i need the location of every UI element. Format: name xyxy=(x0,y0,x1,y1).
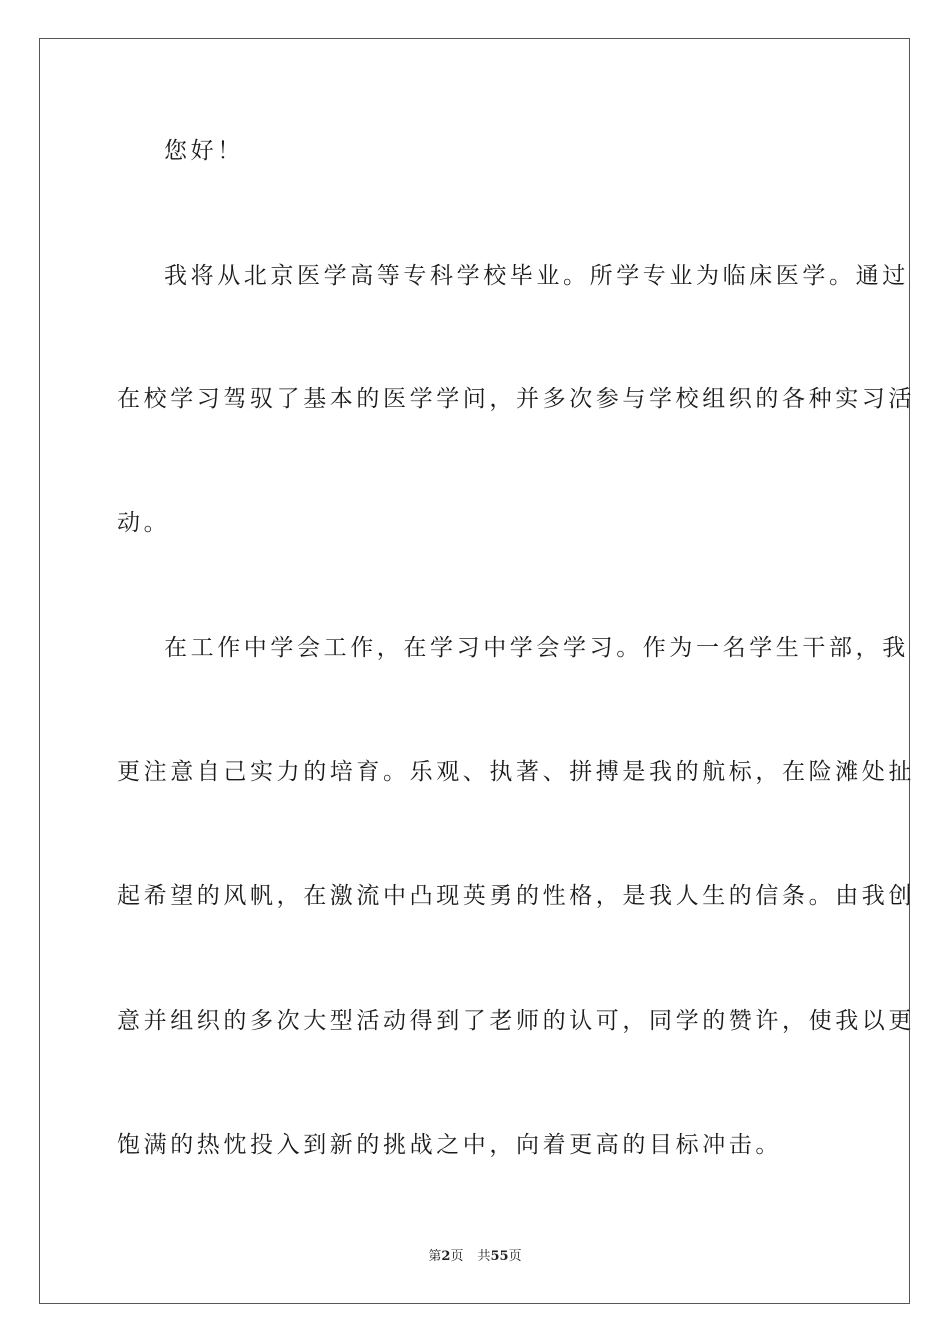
total-pages: 55 xyxy=(490,1249,509,1264)
total-prefix: 共 xyxy=(477,1249,491,1264)
paragraph-line: 意并组织的多次大型活动得到了老师的认可，同学的赞许，使我以更 xyxy=(117,1008,915,1034)
paragraph-line: 我将从北京医学高等专科学校毕业。所学专业为临床医学。通过 xyxy=(164,263,909,289)
page-suffix: 页 xyxy=(450,1249,464,1264)
paragraph-line: 饱满的热忱投入到新的挑战之中，向着更高的目标冲击。 xyxy=(117,1132,782,1158)
paragraph-line: 更注意自己实力的培育。乐观、执著、拼搏是我的航标，在险滩处扯 xyxy=(117,759,915,785)
page-footer xyxy=(0,1248,950,1266)
paragraph-line: 起希望的风帆，在激流中凸现英勇的性格，是我人生的信条。由我创 xyxy=(117,883,915,909)
paragraph-line: 在工作中学会工作，在学习中学会学习。作为一名学生干部，我 xyxy=(164,635,909,661)
paragraph-line: 动。 xyxy=(117,510,171,536)
page-number: 2 xyxy=(441,1249,451,1264)
paragraph-line: 在校学习驾驭了基本的医学学问，并多次参与学校组织的各种实习活 xyxy=(117,386,915,412)
greeting-line: 您好！ xyxy=(164,138,244,164)
total-suffix: 页 xyxy=(508,1249,522,1264)
page-prefix: 第 xyxy=(428,1249,442,1264)
page-border xyxy=(39,38,915,1304)
